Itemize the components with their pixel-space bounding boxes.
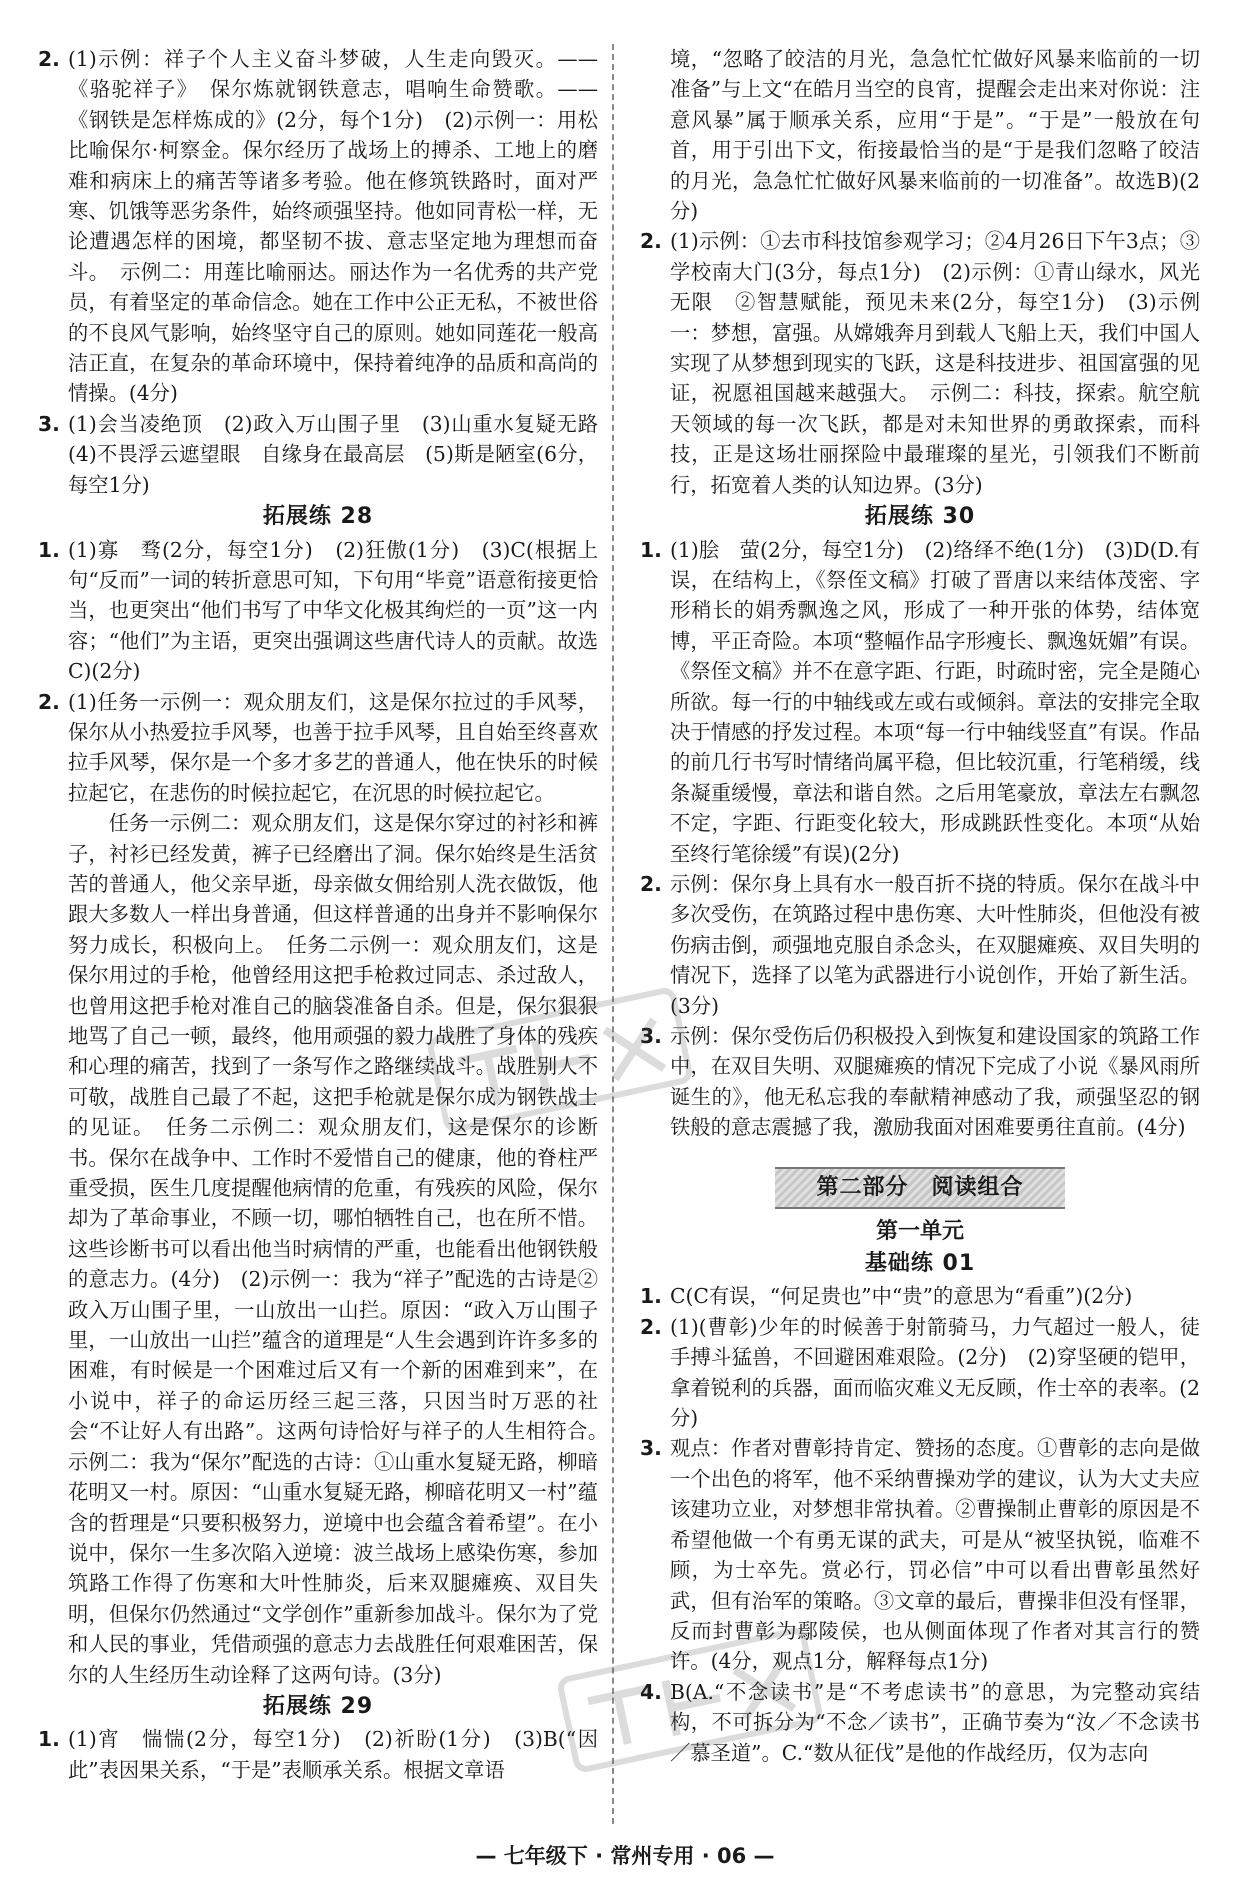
- item-number: 2.: [38, 689, 60, 714]
- item-number: 2.: [640, 871, 662, 896]
- answer-item: [38, 44, 598, 409]
- section-title: 拓展练 28: [262, 504, 374, 530]
- item-number: 1.: [640, 537, 662, 562]
- item-number: 4.: [640, 1679, 662, 1704]
- item-number: 2.: [640, 229, 662, 254]
- answer-item: [640, 226, 1200, 500]
- section-title: 拓展练 29: [262, 1693, 374, 1719]
- column-divider: [612, 44, 614, 1824]
- answer-item: [640, 535, 1200, 869]
- item-text: 任务一示例二：观众朋友们，这是保尔穿过的衬衫和裤子，衬衫已经发黄，裤子已经磨出了洞。保尔始终是生活贫苦的普通人，他父亲早逝，母亲做女佣给别人洗衣做饭，他跟大多数人一样出身普通，但这样普通的出身并不影响保尔努力成长，积极向上。 任务二示例一：观众朋友们，这是保尔用过的手枪，他曾经用这把手枪救过同志、杀过敌人，也曾用这把手枪对准自己的脑袋准备自杀。但是，保尔狠狠地骂了自己一顿，最终，他用顽强的毅力战胜了身体的残疾和心理的痛苦，找到了一条写作之路继续战斗。战胜别人不可敬，战胜自己最了不起，这把手枪就是保尔成为钢铁战士的见证。 任务二示例二：观众朋友们，这是保尔的诊断书。保尔在战争中、工作时不爱惜自己的健康，他的脊柱严重受损，医生几度提醒他病情的危重，有残疾的风险，保尔却为了革命事业，不顾一切，哪怕牺牲自己，也在所不惜。这些诊断书可以看出他当时病情的严重，也能看出他钢铁般的意志力。(4分) (2)示例一：我为“祥子”配选的古诗是②政入万山围子里，一山放出一山拦。原因：“政入万山围子里，一山放出一山拦”蕴含的道理是“人生会遇到许许多多的困难，有时候是一个困难过后又有一个新的困难到来”，在小说中，祥子的命运历经三起三落，只因当时万恶的社会“不让好人有出路”。这两句诗恰好与祥子的人生相符合。 示例二：我为“保尔”配选的古诗：①山重水复疑无路，柳暗花明又一村。原因：“山重水复疑无路，柳暗花明又一村”蕴含的哲理是“只要积极努力，逆境中也会蕴含着希望”。在小说中，保尔一生多次陷入逆境：波兰战场上感染伤寒，参加筑路工作得了伤寒和大叶性肺炎，后来双腿瘫痪、双目失明，但保尔仍然通过“文学创作”重新参加战斗。保尔为了党和人民的事业，凭借顽强的意志力去战胜任何艰难困苦，保尔的人生经历生动诠释了这两句诗。(3分): [68, 811, 619, 1687]
- answer-item: [640, 1312, 1200, 1434]
- item-text: (1)任务一示例一：观众朋友们，这是保尔拉过的手风琴，保尔从小热爱拉手风琴，也善于拉手风琴，且自始至终喜欢拉手风琴，保尔是一个多才多艺的普通人，他在快乐的时候拉起它，在悲伤的时候拉起它，在沉思的时候拉起它。: [68, 689, 598, 805]
- item-text: C(C有误，“何足贵也”中“贵”的意思为“看重”)(2分): [670, 1284, 1133, 1309]
- part-banner: 第二部分 阅读组合: [775, 1167, 1065, 1209]
- item-number: 3.: [640, 1024, 662, 1048]
- item-text: (1)宵 惴惴(2分，每空1分) (2)祈盼(1分) (3)B(“因此”表因果关系，“于是”表顺承关系。根据文章语: [68, 1727, 598, 1782]
- item-text: 观点：作者对曹彰持肯定、赞扬的态度。①曹彰的志向是做一个出色的将军，他不采纳曹操劝学的建议，认为大丈夫应该建功立业，对梦想非常执着。②曹操制止曹彰的原因是不希望他做一个有勇无谋的武夫，可是从“被坚执锐，临难不顾，为士卒先。赏必行，罚必信”中可以看出曹彰虽然好武，但有治军的策略。③文章的最后，曹操非但没有怪罪，反而封曹彰为鄢陵侯，也从侧面体现了作者对其言行的赞许。(4分，观点1分，解释每点1分): [670, 1436, 1200, 1674]
- item-text: (1)寡 骛(2分，每空1分) (2)狂傲(1分) (3)C(根据上句“反而”一词的转折意思可知，下句用“毕竟”语意衔接更恰当，也更突出“他们书写了中华文化极其绚烂的一页”这一内容；“他们”为主语，更突出强调这些唐代诗人的贡献。故选C)(2分): [68, 537, 598, 684]
- item-text: 示例：保尔受伤后仍积极投入到恢复和建设国家的筑路工作中，在双目失明、双腿瘫痪的情况下完成了小说《暴风雨所诞生的》，他无私忘我的奉献精神感动了我，顽强坚忍的钢铁般的意志震撼了我，激励我面对困难要勇往直前。(4分): [670, 1024, 1200, 1140]
- item-number: 2.: [640, 1314, 662, 1339]
- answer-item: [38, 409, 619, 500]
- item-number: 3.: [38, 411, 60, 436]
- item-text: (1)脍 萤(2分，每空1分) (2)络绎不绝(1分) (3)D(D.有误，在结构上，《祭侄文稿》打破了晋唐以来结体茂密、字形稍长的娟秀飘逸之风，形成了一种开张的体势，结体宽博，平正奇险。本项“整幅作品字形瘦长、飘逸妩媚”有误。《祭侄文稿》并不在意字距、行距，时疏时密，完全是随心所欲。每一行的中轴线或左或右或倾斜。章法的安排完全取决于情感的抒发过程。本项“每一行中轴线竖直”有误。作品的前几行书写时情绪尚属平稳，但比较沉重，行笔稍缓，线条凝重缓慢，章法和谐自然。之后用笔豪放，章法左右飘忽不定，字距、行距变化较大，形成跳跃性变化。本项“从始至终行笔徐缓”有误)(2分): [670, 537, 1200, 866]
- item-text: 境，“忽略了皎洁的月光，急急忙忙做好风暴来临前的一切准备”与上文“在皓月当空的良宵，提醒会走出来对你说：注意风暴”属于顺承关系，应用“于是”。“于是”一般放在句首，用于引出下文，衔接最恰当的是“于是我们忽略了皎洁的月光，急急忙忙做好风暴来临前的一切准备”。故选B)(2分): [670, 47, 1200, 224]
- item-number: 1.: [38, 1727, 60, 1752]
- answer-item: [38, 535, 598, 687]
- answer-item: [640, 1677, 1200, 1768]
- answer-item: [38, 687, 619, 1690]
- answer-item: [640, 1281, 1200, 1311]
- answer-item: [38, 1724, 598, 1785]
- item-number: 1.: [640, 1284, 662, 1309]
- answer-item: [640, 869, 1200, 1021]
- item-text: 示例：保尔身上具有水一般百折不挠的特质。保尔在战斗中多次受伤，在筑路过程中患伤寒、大叶性肺炎，但他没有被伤病击倒，顽强地克服自杀念头，在双腿瘫痪、双目失明的情况下，选择了以笔为武器进行小说创作，开始了新生活。(3分): [670, 871, 1200, 1018]
- right-column: [640, 44, 1200, 1768]
- page-footer: — 七年级下 · 常州专用 · 06 —: [475, 1844, 775, 1868]
- item-text: (1)示例：祥子个人主义奋斗梦破，人生走向毁灭。——《骆驼祥子》 保尔炼就钢铁意志，唱响生命赞歌。——《钢铁是怎样炼成的》(2分，每个1分) (2)示例一：用松比喻保尔·柯察金。保尔经历了战场上的搏杀、工地上的磨难和病床上的痛苦等诸多考验。他在修筑铁路时，面对严寒、饥饿等恶劣条件，始终顽强坚持。他如同青松一样，无论遭遇怎样的困境，都坚韧不拔、意志坚定地为理想而奋斗。 示例二：用莲比喻丽达。丽达作为一名优秀的共产党员，有着坚定的革命信念。她在工作中公正无私，不被世俗的不良风气影响，始终坚守自己的原则。她如同莲花一般高洁正直，在复杂的革命环境中，保持着纯净的品质和高尚的情操。(4分): [68, 47, 598, 406]
- item-number: 2.: [38, 47, 60, 71]
- item-text: (1)示例：①去市科技馆参观学习；②4月26日下午3点；③学校南大门(3分，每点1分) (2)示例：①青山绿水，风光无限 ②智慧赋能，预见未来(2分，每空1分) (3)示例一：梦想，富强。从嫦娥奔月到载人飞船上天，我们中国人实现了从梦想到现实的飞跃，这是科技进步、祖国富强的见证，祝愿祖国越来越强大。 示例二：科技，探索。航空航天领域的每一次飞跃，都是对未知世界的勇敢探索，而科技，正是这场壮丽探险中最璀璨的星光，引领我们不断前行，拓宽着人类的认知边界。(3分): [670, 229, 1200, 497]
- section-title: 拓展练 30: [864, 504, 976, 530]
- item-text: (1)(曹彰)少年的时候善于射箭骑马，力气超过一般人，徒手搏斗猛兽，不回避困难艰险。(2分) (2)穿坚硬的铠甲，拿着锐利的兵器，面而临灾难义无反顾，作士卒的表率。(2分): [670, 1314, 1200, 1431]
- unit-title: 第一单元: [875, 1218, 964, 1244]
- left-column: [38, 44, 619, 1785]
- answer-item: [640, 1021, 1200, 1143]
- item-text: B(A.“不念读书”是“不考虑读书”的意思，为完整动宾结构，不可拆分为“不念／读书”，正确节奏为“汝／不念读书／慕圣道”。C.“数从征伐”是他的作战经历，仅为志向: [670, 1679, 1200, 1765]
- answer-item-continued: [640, 44, 1200, 226]
- item-number: 3.: [640, 1436, 662, 1461]
- section-title: 基础练 01: [864, 1251, 976, 1277]
- item-number: 1.: [38, 537, 60, 562]
- answer-item: [640, 1433, 1200, 1676]
- item-text: (1)会当凌绝顶 (2)政入万山围子里 (3)山重水复疑无路 (4)不畏浮云遮望眼 自缘身在最高层 (5)斯是陋室(6分，每空1分): [68, 411, 619, 497]
